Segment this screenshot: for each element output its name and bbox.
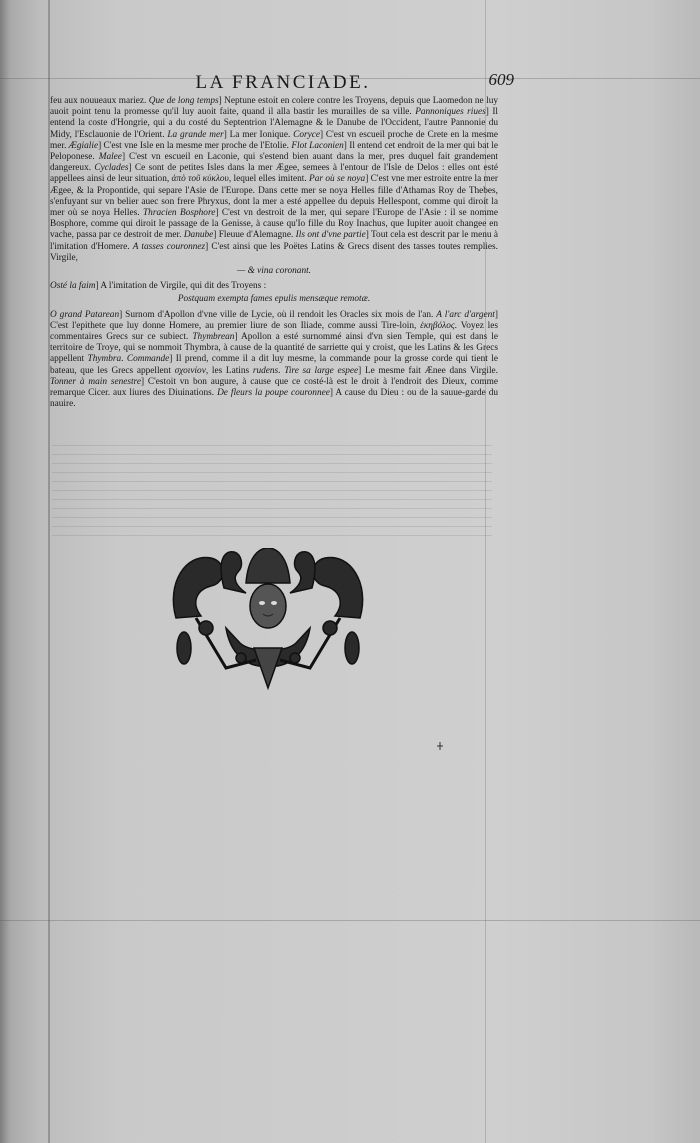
- lemma-italic: Thymbra: [87, 354, 122, 365]
- note-text: ] Le mesme fait Æneе dans Virgile.: [358, 365, 498, 376]
- lemma-italic: Postquam exempta fames epulis mensæque remotæ.: [177, 294, 371, 305]
- running-header: [52, 70, 514, 96]
- lemma-italic: Thymbrean: [192, 332, 235, 343]
- bleed-through-horizontal-rule-bottom: [0, 920, 700, 921]
- note-text: . Voyez les commentaires Grecs sur ce subiect.: [50, 320, 498, 343]
- lemma-italic: Que de long temps: [148, 96, 219, 106]
- lemma-italic: Commande: [126, 354, 170, 365]
- note-paragraph: [50, 266, 498, 277]
- note-paragraph: [50, 281, 498, 292]
- note-text: .: [278, 365, 285, 376]
- note-text: ] Il prend, comme il a dit luy mesme, la commande pour la grosse corde qui tient le bateau, que les Grecs appellent: [50, 354, 498, 376]
- lemma-italic: Osté la faim: [50, 281, 96, 292]
- note-text: ] C'est l'epithete que luy donne Homere, au premier liure de son Iliade, comme aussi Tire-loin,: [50, 309, 498, 331]
- lemma-italic: σχοινίον: [174, 365, 206, 376]
- lemma-italic: Par où se noya: [309, 174, 366, 185]
- grotesque-head-tailpiece-ornament-icon: [166, 548, 370, 690]
- commentary-notes: [50, 96, 498, 412]
- lemma-italic: rudens: [252, 365, 279, 376]
- note-text: ] C'est vne mer estroite entre la mer Ægee, & la Propontide, qui separe l'Asie de l'Europe. Dans cette mer se noya Helles fille d'Athamas Roy de Thebes, s'enfuyant sur vn belier auec son frere Phryxus, dont la mer a esté appellee du depuis Hellespont, comme qui diroit la mer où se noya Helles.: [50, 174, 499, 219]
- note-text: , lequel elles imitent.: [228, 174, 310, 185]
- note-text: ] Il entend la coste d'Hongrie, qui a du costé du Septentrion l'Alemagne & le Danube de l'Occident, l'autre Pannonie du Midy, l'Esclauonie de l'Orient.: [50, 107, 498, 140]
- running-title: LA FRANCIADE.: [195, 72, 371, 93]
- note-text: ] Apollon a esté surnommé ainsi d'vn sien Temple, qui est dans le territoire de Troye, qui se nommoit Thymbra, à cause de la quantité de sarriette qui y croist, que les Latins & les Grecs appellent: [50, 332, 498, 365]
- lemma-italic: Malee: [98, 152, 122, 163]
- note-text: ] Surnom d'Apollon d'vne ville de Lycie, où il rendoit les Oracles six mois de l'an.: [119, 309, 437, 320]
- note-text: ] La mer Ionique.: [223, 129, 294, 140]
- note-text: feu aux nouueaux mariez.: [50, 96, 149, 106]
- note-text: ] A l'imitation de Virgile, qui dit des Troyens :: [95, 281, 267, 292]
- note-text: ] Fleuue d'Alemagne.: [213, 230, 296, 241]
- lemma-italic: Cyclades: [94, 163, 129, 174]
- note-paragraph: [50, 310, 498, 411]
- note-text: ] Il entend cet endroit de la mer qui bat le Peloponese.: [50, 140, 499, 163]
- lemma-italic: Tire sa large espee: [284, 365, 359, 376]
- lemma-italic: ἀπὸ τοῦ κύκλου: [171, 174, 229, 185]
- note-text: ] C'est vn destroit de la mer, qui separe l'Europe de l'Asie : il se nomme Bosphore, comme qui diroit le passage de la Genisse, à cause qu'Io fille du Roy Inachus, que Iupiter auoit changee en vache, passa par ce destroit de mer.: [50, 208, 499, 241]
- lemma-italic: Coryce: [293, 129, 320, 140]
- lemma-italic: O grand Patarean: [50, 309, 120, 320]
- note-text: , les Latins: [205, 365, 253, 376]
- lemma-italic: A l'arc d'argent: [436, 309, 495, 320]
- note-paragraph: [50, 294, 498, 305]
- note-text: ] Ce sont de petites Isles dans la mer Ægee, semees à l'entour de l'Isle de Delos : elles ont esté appellees ainsi de leur situation,: [50, 163, 498, 185]
- lemma-italic: Thracien Bosphore: [143, 208, 216, 219]
- note-text: ] A cause du Dieu : ou de la sauue-garde du nauire.: [50, 388, 498, 410]
- note-text: ] C'est ainsi que les Poëtes Latins & Grecs disent des tasses toutes remplies. Virgile,: [50, 241, 498, 263]
- lemma-italic: Danube: [183, 230, 214, 241]
- note-text: ] Tout cela est descrit par le menu à l'imitation d'Homere.: [50, 230, 498, 252]
- lemma-italic: Flot Laconien: [291, 140, 344, 151]
- page-number: 609: [488, 70, 514, 89]
- lemma-italic: — & vina coronant.: [236, 266, 312, 277]
- note-text: ] C'est vn escueil en Laconie, qui s'estend bien auant dans la mer, pres duquel fait grandement dangereux.: [50, 152, 498, 174]
- ink-speck: [437, 742, 443, 750]
- lemma-italic: De fleurs la poupe couronnee: [217, 388, 330, 399]
- note-text: ] C'estoit vn bon augure, à cause que ce costé-là est le droit à l'endroit des Dieux, comme remarque Cicer. aux liures des Diuinations.: [50, 376, 498, 399]
- bleed-through-text: [52, 437, 492, 537]
- lemma-italic: A tasses couronnez: [132, 241, 206, 252]
- note-text: ] Neptune estoit en colere contre les Troyens, depuis que Laomedon ne luy auoit point tenu la promesse qu'il luy auoit faite, quand il alla bastir les murailles de sa ville.: [50, 96, 498, 118]
- note-text: ] C'est vn escueil proche de Crete en la mesme mer.: [50, 129, 498, 151]
- lemma-italic: La grande mer: [167, 129, 224, 140]
- lemma-italic: Tonner à main senestre: [50, 376, 141, 387]
- note-paragraph: [50, 96, 498, 264]
- note-text: .: [121, 354, 127, 365]
- lemma-italic: Ægialie: [68, 140, 99, 151]
- lemma-italic: ἑκηβόλος: [420, 320, 455, 331]
- lemma-italic: Pannoniques riues: [415, 107, 486, 118]
- note-text: ] C'est vne Isle en la mesme mer proche de l'Etolie.: [98, 140, 292, 151]
- lemma-italic: Ils ont d'vne partie: [295, 230, 366, 241]
